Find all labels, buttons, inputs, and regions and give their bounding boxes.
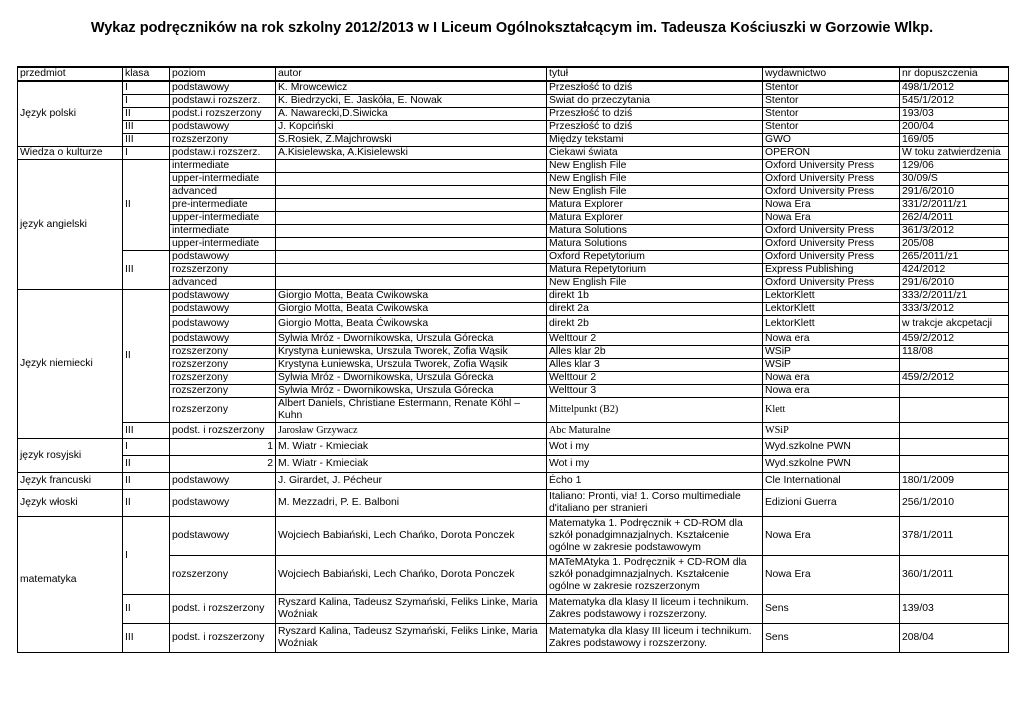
publisher-cell: Stentor	[763, 121, 900, 134]
class-cell: I	[123, 147, 170, 160]
class-cell: III	[123, 624, 170, 653]
title-cell: Italiano: Pronti, via! 1. Corso multimediale d'italiano per stranieri	[547, 490, 763, 517]
publisher-cell: Cle International	[763, 473, 900, 490]
page-title: Wykaz podręczników na rok szkolny 2012/2013 w I Liceum Ogólnokształcącym im. Tadeusza Kościuszki w Gorzowie Wlkp.	[90, 20, 934, 36]
author-cell: J. Girardet, J. Pécheur	[276, 473, 547, 490]
author-cell: Ryszard Kalina, Tadeusz Szymański, Feliks Linke, Maria Woźniak	[276, 595, 547, 624]
title-cell: MATeMAtyka 1. Podręcznik + CD-ROM dla szkół ponadgimnazjalnych. Kształcenie ogólne w zakresie rozszerzonym	[547, 556, 763, 595]
publisher-cell: Oxford University Press	[763, 160, 900, 173]
header-row	[18, 67, 1009, 81]
class-cell: II	[123, 108, 170, 121]
publisher-cell: Nowa Era	[763, 212, 900, 225]
approval-cell: 459/2/2012	[900, 372, 1009, 385]
author-cell: Jarosław Grzywacz	[276, 423, 547, 439]
title-cell: Przeszłość to dziś	[547, 108, 763, 121]
level-cell: podstawowy	[170, 316, 276, 333]
publisher-cell: GWO	[763, 134, 900, 147]
class-cell: II	[123, 456, 170, 473]
approval-cell: 459/2/2012	[900, 333, 1009, 346]
table-row	[18, 439, 1009, 456]
title-cell: Między tekstami	[547, 134, 763, 147]
title-cell: direkt 2a	[547, 303, 763, 316]
approval-cell: 265/2011/z1	[900, 251, 1009, 264]
approval-cell: W toku zatwierdzenia	[900, 147, 1009, 160]
author-cell: M. Wiatr - Kmieciak	[276, 439, 547, 456]
approval-cell: 333/2/2011/z1	[900, 290, 1009, 303]
author-cell	[276, 173, 547, 186]
approval-cell: 378/1/2011	[900, 517, 1009, 556]
level-cell: podst. i rozszerzony	[170, 423, 276, 439]
textbook-table	[17, 66, 1009, 653]
title-cell: Przeszłość to dziś	[547, 121, 763, 134]
author-cell	[276, 251, 547, 264]
author-cell: A. Nawarecki,D.Siwicka	[276, 108, 547, 121]
subject-cell: język rosyjski	[18, 439, 123, 473]
publisher-cell: Edizioni Guerra	[763, 490, 900, 517]
approval-cell: 205/08	[900, 238, 1009, 251]
level-cell: 1	[170, 439, 276, 456]
title-cell: Matematyka 1. Podręcznik + CD-ROM dla szkół ponadgimnazjalnych. Kształcenie ogólne w zakresie podstawowym	[547, 517, 763, 556]
header-nr-dopuszczenia: nr dopuszczenia	[900, 67, 1009, 81]
subject-cell: Język polski	[18, 81, 123, 147]
header-tytul: tytuł	[547, 67, 763, 81]
author-cell: Sylwia Mróz - Dwornikowska, Urszula Górecka	[276, 385, 547, 398]
title-cell: New English File	[547, 173, 763, 186]
author-cell	[276, 160, 547, 173]
level-cell: rozszerzony	[170, 134, 276, 147]
subject-cell: Wiedza o kulturze	[18, 147, 123, 160]
class-cell: II	[123, 595, 170, 624]
class-cell: III	[123, 121, 170, 134]
publisher-cell: Stentor	[763, 81, 900, 95]
author-cell: M. Mezzadri, P. E. Balboni	[276, 490, 547, 517]
level-cell: podst. i rozszerzony	[170, 624, 276, 653]
level-cell: podstawowy	[170, 473, 276, 490]
level-cell: rozszerzony	[170, 359, 276, 372]
title-cell: Écho 1	[547, 473, 763, 490]
level-cell: podstawowy	[170, 290, 276, 303]
table-row	[18, 81, 1009, 95]
level-cell: podstawowy	[170, 333, 276, 346]
level-cell: podstaw.i rozszerz.	[170, 95, 276, 108]
publisher-cell: Wyd.szkolne PWN	[763, 456, 900, 473]
author-cell: K. Biedrzycki, E. Jaskóła, E. Nowak	[276, 95, 547, 108]
approval-cell	[900, 456, 1009, 473]
level-cell: podst. i rozszerzony	[170, 595, 276, 624]
level-cell: podstawowy	[170, 251, 276, 264]
approval-cell: 291/6/2010	[900, 277, 1009, 290]
title-cell: Ciekawi świata	[547, 147, 763, 160]
publisher-cell: Sens	[763, 595, 900, 624]
table-row	[18, 490, 1009, 517]
title-cell: Matematyka dla klasy II liceum i technikum. Zakres podstawowy i rozszerzony.	[547, 595, 763, 624]
publisher-cell: Oxford University Press	[763, 186, 900, 199]
class-cell: II	[123, 160, 170, 251]
level-cell: 2	[170, 456, 276, 473]
publisher-cell: Stentor	[763, 108, 900, 121]
publisher-cell: Nowa Era	[763, 517, 900, 556]
class-cell: II	[123, 473, 170, 490]
subject-cell: Język włoski	[18, 490, 123, 517]
table-row	[18, 147, 1009, 160]
table-row	[18, 121, 1009, 134]
approval-cell	[900, 385, 1009, 398]
author-cell: Giorgio Motta, Beata Ćwikowska	[276, 290, 547, 303]
author-cell: Wojciech Babiański, Lech Chańko, Dorota Ponczek	[276, 556, 547, 595]
class-cell: III	[123, 423, 170, 439]
publisher-cell: LektorKlett	[763, 303, 900, 316]
author-cell: M. Wiatr - Kmieciak	[276, 456, 547, 473]
approval-cell: 262/4/2011	[900, 212, 1009, 225]
approval-cell: 256/1/2010	[900, 490, 1009, 517]
title-cell: Wot i my	[547, 439, 763, 456]
class-cell: III	[123, 134, 170, 147]
table-row	[18, 95, 1009, 108]
title-cell: New English File	[547, 160, 763, 173]
table-row	[18, 456, 1009, 473]
table-row	[18, 108, 1009, 121]
publisher-cell: Nowa era	[763, 385, 900, 398]
author-cell: Sylwia Mróz - Dwornikowska, Urszula Górecka	[276, 372, 547, 385]
title-cell: New English File	[547, 277, 763, 290]
publisher-cell: Oxford University Press	[763, 225, 900, 238]
author-cell	[276, 277, 547, 290]
title-cell: Oxford Repetytorium	[547, 251, 763, 264]
approval-cell: 331/2/2011/z1	[900, 199, 1009, 212]
level-cell: upper-intermediate	[170, 212, 276, 225]
title-cell: Matematyka dla klasy III liceum i technikum. Zakres podstawowy i rozszerzony.	[547, 624, 763, 653]
title-cell: Matura Solutions	[547, 238, 763, 251]
approval-cell	[900, 423, 1009, 439]
approval-cell: 180/1/2009	[900, 473, 1009, 490]
approval-cell	[900, 439, 1009, 456]
author-cell: Wojciech Babiański, Lech Chańko, Dorota Ponczek	[276, 517, 547, 556]
table-row	[18, 423, 1009, 439]
title-cell: Alles klar 3	[547, 359, 763, 372]
table-row	[18, 473, 1009, 490]
level-cell: advanced	[170, 186, 276, 199]
level-cell: rozszerzony	[170, 372, 276, 385]
publisher-cell: WSiP	[763, 359, 900, 372]
publisher-cell: Nowa era	[763, 372, 900, 385]
publisher-cell: OPERON	[763, 147, 900, 160]
table-row	[18, 160, 1009, 173]
author-cell	[276, 212, 547, 225]
approval-cell: 118/08	[900, 346, 1009, 359]
level-cell: podstawowy	[170, 81, 276, 95]
title-cell: Przeszłość to dziś	[547, 81, 763, 95]
level-cell: intermediate	[170, 225, 276, 238]
level-cell: rozszerzony	[170, 264, 276, 277]
author-cell: Giorgio Motta, Beata Ćwikowska	[276, 316, 547, 333]
publisher-cell: Klett	[763, 398, 900, 423]
publisher-cell: Stentor	[763, 95, 900, 108]
approval-cell: 139/03	[900, 595, 1009, 624]
class-cell: III	[123, 251, 170, 290]
title-cell: Matura Solutions	[547, 225, 763, 238]
author-cell	[276, 238, 547, 251]
author-cell: Ryszard Kalina, Tadeusz Szymański, Feliks Linke, Maria Woźniak	[276, 624, 547, 653]
level-cell: intermediate	[170, 160, 276, 173]
author-cell	[276, 199, 547, 212]
level-cell: podstaw.i rozszerz.	[170, 147, 276, 160]
level-cell: podst.i rozszerzony	[170, 108, 276, 121]
approval-cell: 361/3/2012	[900, 225, 1009, 238]
title-cell: direkt 2b	[547, 316, 763, 333]
author-cell: Albert Daniels, Christiane Estermann, Renate Köhl – Kuhn	[276, 398, 547, 423]
subject-cell: Język niemiecki	[18, 290, 123, 439]
title-cell: Welttour 2	[547, 372, 763, 385]
level-cell: upper-intermediate	[170, 238, 276, 251]
title-cell: Matura Repetytorium	[547, 264, 763, 277]
level-cell: advanced	[170, 277, 276, 290]
subject-cell: Język francuski	[18, 473, 123, 490]
table-row	[18, 134, 1009, 147]
publisher-cell: LektorKlett	[763, 316, 900, 333]
title-cell: direkt 1b	[547, 290, 763, 303]
header-poziom: poziom	[170, 67, 276, 81]
title-cell: Wot i my	[547, 456, 763, 473]
title-cell: Matura Explorer	[547, 199, 763, 212]
approval-cell: 208/04	[900, 624, 1009, 653]
table-row	[18, 251, 1009, 264]
approval-cell	[900, 359, 1009, 372]
publisher-cell: Oxford University Press	[763, 238, 900, 251]
author-cell	[276, 186, 547, 199]
class-cell: I	[123, 517, 170, 595]
author-cell: Giorgio Motta, Beata Ćwikowska	[276, 303, 547, 316]
author-cell: K. Mrowcewicz	[276, 81, 547, 95]
author-cell: A.Kisielewska, A.Kisielewski	[276, 147, 547, 160]
approval-cell: 129/06	[900, 160, 1009, 173]
publisher-cell: WSiP	[763, 423, 900, 439]
publisher-cell: Wyd.szkolne PWN	[763, 439, 900, 456]
class-cell: II	[123, 490, 170, 517]
publisher-cell: WSiP	[763, 346, 900, 359]
title-cell: Mittelpunkt (B2)	[547, 398, 763, 423]
publisher-cell: LektorKlett	[763, 290, 900, 303]
level-cell: podstawowy	[170, 490, 276, 517]
level-cell: rozszerzony	[170, 346, 276, 359]
author-cell	[276, 225, 547, 238]
table-row	[18, 517, 1009, 556]
approval-cell: 169/05	[900, 134, 1009, 147]
publisher-cell: Express Publishing	[763, 264, 900, 277]
title-cell: New English File	[547, 186, 763, 199]
publisher-cell: Nowa Era	[763, 199, 900, 212]
approval-cell: w trakcje akcpetacji	[900, 316, 1009, 333]
level-cell: rozszerzony	[170, 556, 276, 595]
class-cell: I	[123, 95, 170, 108]
title-cell: Abc Maturalne	[547, 423, 763, 439]
title-cell: Welttour 2	[547, 333, 763, 346]
approval-cell: 200/04	[900, 121, 1009, 134]
author-cell: S.Rosiek, Z.Majchrowski	[276, 134, 547, 147]
header-przedmiot: przedmiot	[18, 67, 123, 81]
approval-cell: 30/09/S	[900, 173, 1009, 186]
title-cell: Świat do przeczytania	[547, 95, 763, 108]
level-cell: podstawowy	[170, 517, 276, 556]
author-cell	[276, 264, 547, 277]
table-row	[18, 290, 1009, 303]
approval-cell: 498/1/2012	[900, 81, 1009, 95]
approval-cell: 545/1/2012	[900, 95, 1009, 108]
level-cell: pre-intermediate	[170, 199, 276, 212]
approval-cell: 333/3/2012	[900, 303, 1009, 316]
publisher-cell: Nowa Era	[763, 556, 900, 595]
approval-cell: 193/03	[900, 108, 1009, 121]
publisher-cell: Oxford University Press	[763, 277, 900, 290]
title-cell: Alles klar 2b	[547, 346, 763, 359]
publisher-cell: Sens	[763, 624, 900, 653]
author-cell: Sylwia Mróz - Dwornikowska, Urszula Górecka	[276, 333, 547, 346]
class-cell: II	[123, 290, 170, 423]
title-cell: Matura Explorer	[547, 212, 763, 225]
header-wydawnictwo: wydawnictwo	[763, 67, 900, 81]
table-row	[18, 595, 1009, 624]
publisher-cell: Oxford University Press	[763, 251, 900, 264]
level-cell: rozszerzony	[170, 398, 276, 423]
title-cell: Welttour 3	[547, 385, 763, 398]
level-cell: podstawowy	[170, 121, 276, 134]
level-cell: upper-intermediate	[170, 173, 276, 186]
publisher-cell: Nowa era	[763, 333, 900, 346]
header-klasa: klasa	[123, 67, 170, 81]
header-autor: autor	[276, 67, 547, 81]
publisher-cell: Oxford University Press	[763, 173, 900, 186]
approval-cell: 424/2012	[900, 264, 1009, 277]
approval-cell: 291/6/2010	[900, 186, 1009, 199]
approval-cell: 360/1/2011	[900, 556, 1009, 595]
level-cell: podstawowy	[170, 303, 276, 316]
author-cell: Krystyna Łuniewska, Urszula Tworek, Zofia Wąsik	[276, 359, 547, 372]
subject-cell: matematyka	[18, 517, 123, 653]
subject-cell: język angielski	[18, 160, 123, 290]
level-cell: rozszerzony	[170, 385, 276, 398]
table-row	[18, 624, 1009, 653]
author-cell: J. Kopciński	[276, 121, 547, 134]
class-cell: I	[123, 439, 170, 456]
approval-cell	[900, 398, 1009, 423]
author-cell: Krystyna Łuniewska, Urszula Tworek, Zofia Wąsik	[276, 346, 547, 359]
class-cell: I	[123, 81, 170, 95]
